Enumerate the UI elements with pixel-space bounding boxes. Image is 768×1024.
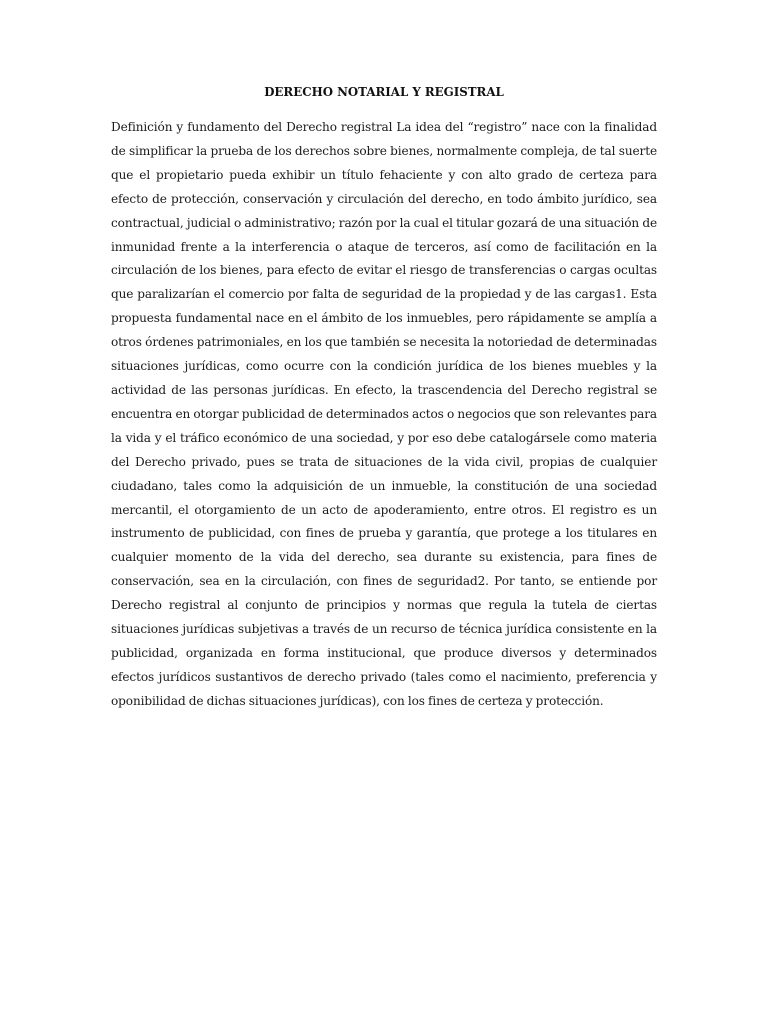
document-body-paragraph: Definición y fundamento del Derecho registral La idea del “registro” nace con la finalidad de simplificar la prueba de los derechos sobre bienes, normalmente compleja, de tal suerte que el propietario pueda exhibir un título fehaciente y con alto grado de certeza para efecto de protección, conservación y circulación del derecho, en todo ámbito jurídico, sea contractual, judicial o administrativo; razón por la cual el titular gozará de una situación de inmunidad frente a la interferencia o ataque de terceros, así como de facilitación en la circulación de los bienes, para efecto de evitar el riesgo de transferencias o cargas ocultas que paralizarían el comercio por falta de seguridad de la propiedad y de las cargas1. Esta propuesta fundamental nace en el ámbito de los inmuebles, pero rápidamente se amplía a otros órdenes patrimoniales, en los que también se necesita la notoriedad de determinadas situaciones jurídicas, como ocurre con la condición jurídica de los bienes muebles y la actividad de las personas jurídicas. En efecto, la trascendencia del Derecho registral se encuentra en otorgar publicidad de determinados actos o negocios que son relevantes para la vida y el tráfico económico de una sociedad, y por eso debe catalogársele como materia del Derecho privado, pues se trata de situaciones de la vida civil, propias de cualquier ciudadano, tales como la adquisición de un inmueble, la constitución de una sociedad mercantil, el otorgamiento de un acto de apoderamiento, entre otros. El registro es un instrumento de publicidad, con fines de prueba y garantía, que protege a los titulares en cualquier momento de la vida del derecho, sea durante su existencia, para fines de conservación, sea en la circulación, con fines de seguridad2. Por tanto, se entiende por Derecho registral al conjunto de principios y normas que regula la tutela de ciertas situaciones jurídicas subjetivas a través de un recurso de técnica jurídica consistente en la publicidad, organizada en forma institucional, que produce diversos y determinados efectos jurídicos sustantivos de derecho privado (tales como el nacimiento, preferencia y oponibilidad de dichas situaciones jurídicas), con los fines de certeza y protección.	[111, 120, 657, 708]
document-title: DERECHO NOTARIAL Y REGISTRAL	[264, 85, 504, 99]
